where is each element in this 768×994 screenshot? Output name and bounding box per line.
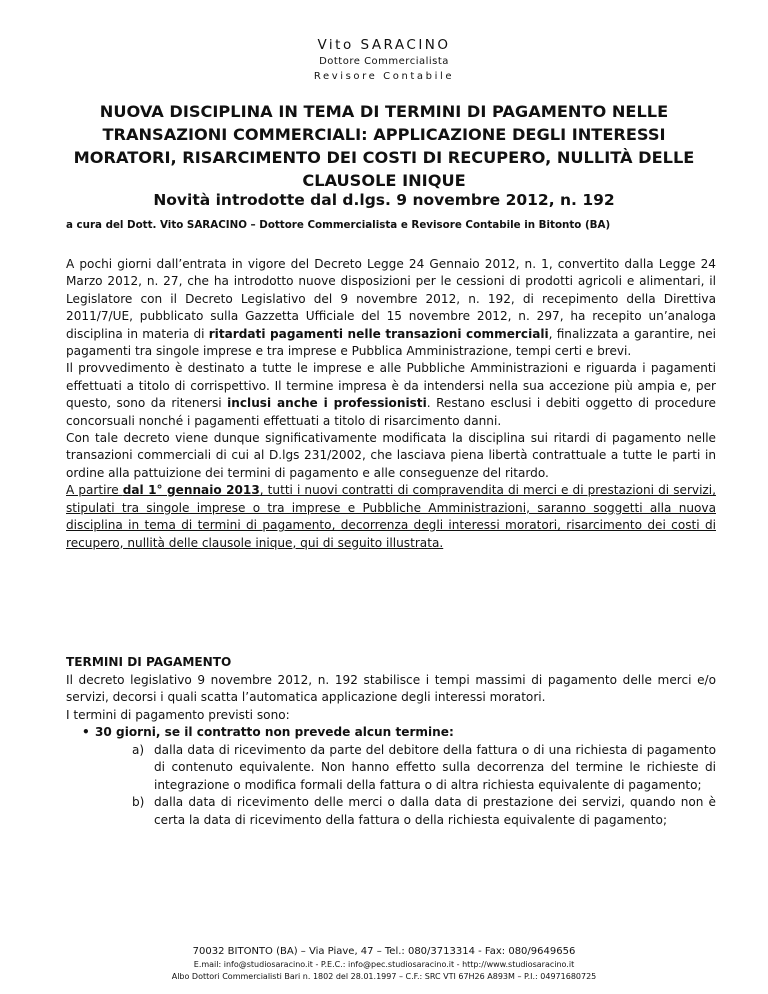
document-title: NUOVA DISCIPLINA IN TEMA DI TERMINI DI PAGAMENTO NELLE TRANSAZIONI COMMERCIALI: APPLICAZIONE DEGLI INTERESSI MORATORI, RISARCIMENTO DEI COSTI DI RECUPERO, NULLITÀ DELLE CLAUSOLE INIQUE — [73, 102, 695, 190]
letterhead-profession: Dottore Commercialista — [319, 56, 449, 67]
footer-registration: Albo Dottori Commercialisti Bari n. 1802 del 28.01.1997 – C.F.: SRC VTI 67H26 A893M – P.I.: 04971680725 — [171, 972, 597, 981]
document-subtitle: Novità introdotte dal d.lgs. 9 novembre 2012, n. 192 — [153, 191, 615, 209]
section-body — [66, 672, 716, 724]
sub-item-b — [132, 794, 716, 829]
sub-item-a — [132, 742, 716, 794]
paragraph-3: Con tale decreto viene dunque significativamente modificata la disciplina sui ritardi di pagamento nelle transazioni commerciali di cui al D.lgs 231/2002, che lasciava piena libertà contrattuale a tutte le parti in ordine alla pattuizione dei termini di pagamento e alle conseguenze del ritardo. — [66, 431, 716, 480]
paragraph-4-bold: dal 1° gennaio 2013 — [122, 483, 260, 498]
paragraph-1-bold: ritardati pagamenti nelle transazioni commerciali — [208, 326, 549, 341]
paragraph-2-bold: inclusi anche i professionisti — [227, 396, 427, 411]
bullet-icon: • — [82, 725, 90, 739]
bullet-text: 30 giorni, se il contratto non prevede alcun termine: — [95, 725, 454, 739]
sub-item-text: dalla data di ricevimento delle merci o dalla data di prestazione dei servizi, quando non è certa la data di ricevimento della fattura o della richiesta equivalente di pagamento; — [154, 795, 716, 827]
bullet-item — [82, 724, 716, 741]
sub-item-text: dalla data di ricevimento da parte del debitore della fattura o di una richiesta di pagamento di contenuto equivalente. Non hanno effetto sulla decorrenza del termine le richieste di integrazione o modifica formali della fattura o di altra richiesta equivalente di pagamento; — [154, 743, 716, 792]
section-paragraph-2: I termini di pagamento previsti sono: — [66, 707, 290, 722]
paragraph-1-text: A pochi giorni dall’entrata in vigore del Decreto Legge 24 Gennaio 2012, n. 1, convertito dalla Legge 24 Marzo 2012, n. 27, che ha introdotto nuove disposizioni per le cessioni di prodotti agricoli e alimentari, il Legislatore con il Decreto Legislativo del 9 novembre 2012, n. 192, di recepimento della Direttiva 2011/7/UE, pubblicato sulla Gazzetta Ufficiale del 15 novembre 2012, n. 297, ha recepito un’analoga disciplina in materia di — [66, 257, 716, 341]
section-paragraph-1: Il decreto legislativo 9 novembre 2012, n. 192 stabilisce i tempi massimi di pagamento delle merci e/o servizi, decorsi i quali scatta l’automatica applicazione degli interessi moratori. — [66, 673, 716, 705]
paragraph-1-text-end: , finalizzata a garantire, nei pagamenti tra singole imprese e tra imprese e Pubblica Amministrazione, tempi certi e brevi. — [66, 326, 716, 359]
letterhead-name: Vito SARACINO — [317, 37, 451, 53]
paragraph-4-text: A partire — [66, 483, 123, 498]
intro-body — [66, 256, 716, 552]
letterhead — [0, 36, 768, 84]
sub-item-label: a) — [132, 743, 145, 757]
sub-item-label: b) — [132, 795, 145, 810]
section-heading: TERMINI DI PAGAMENTO — [66, 655, 232, 669]
paragraph-4-text-end: , tutti i nuovi contratti di compravendita di merci e di prestazioni di servizi, stipulati tra singole imprese o tra imprese e Pubbliche Amministrazioni, saranno soggetti alla nuova disciplina in tema di termini di pagamento, decorrenza degli interessi moratori, risarcimento dei costi di recupero, nullità delle clausole inique, qui di seguito illustrata. — [66, 483, 716, 550]
sub-list — [132, 742, 716, 829]
paragraph-2-text-end: . Restano esclusi i debiti oggetto di procedure concorsuali nonché i pagamenti effettuati a titolo di risarcimento danni. — [66, 396, 716, 428]
footer-address: 70032 BITONTO (BA) – Via Piave, 47 – Tel.: 080/3713314 - Fax: 080/9649656 — [192, 946, 576, 957]
paragraph-4 — [66, 482, 716, 552]
paragraph-1 — [66, 256, 716, 360]
paragraph-2 — [66, 360, 716, 430]
author-line: a cura del Dott. Vito SARACINO – Dottore Commercialista e Revisore Contabile in Bitonto (BA) — [66, 219, 611, 231]
paragraph-2-text: Il provvedimento è destinato a tutte le imprese e alle Pubbliche Amministrazioni e riguarda i pagamenti effettuati a titolo di corrispettivo. Il termine impresa è da intendersi nella sua accezione più ampia e, per questo, sono da ritenersi — [66, 361, 716, 411]
footer — [0, 944, 768, 983]
letterhead-role: Revisore Contabile — [313, 71, 455, 82]
footer-contacts: E.mail: info@studiosaracino.it - P.E.C.: info@pec.studiosaracino.it - http://www.studiosaracino.it — [193, 960, 575, 969]
